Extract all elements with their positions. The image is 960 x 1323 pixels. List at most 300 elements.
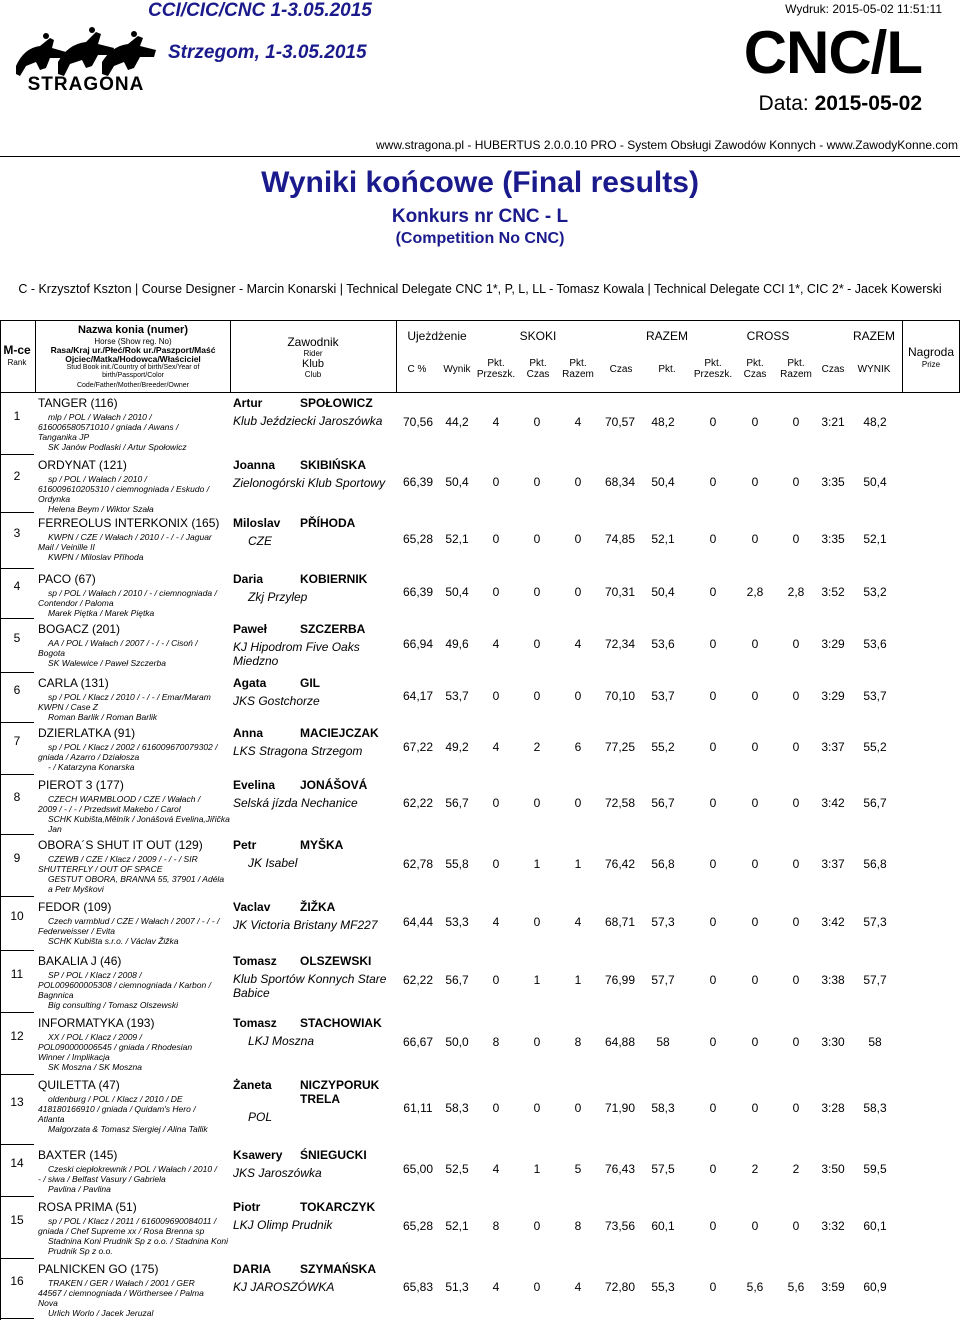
score-sj-o: 8 (492, 1219, 500, 1233)
rank-separator (0, 672, 34, 673)
horse-name: PALNICKEN GO (175) (38, 1262, 159, 1276)
row-rank: 15 (10, 1213, 24, 1227)
col-rider: Zawodnik (287, 335, 339, 349)
score-res: 53,3 (445, 915, 469, 929)
horse-owner: Helena Beym / Wiktor Szała (48, 504, 154, 514)
row-rank: 4 (13, 579, 21, 593)
rank-separator (0, 1258, 34, 1259)
score-xc-p: 0 (792, 637, 800, 651)
table-row (0, 570, 960, 620)
rider-club: JKS Gostchorze (233, 694, 320, 708)
score-xc-p: 0 (792, 1101, 800, 1115)
horse-owner: SK Janów Podlaski / Artur Społowicz (48, 442, 187, 452)
score-res: 50,4 (445, 585, 469, 599)
officials-line: C - Krzysztof Kszton | Course Designer - Marcin Konarski | Technical Delegate CNC 1*, P, L, LL - Tomasz Kowala | Technical Delegate CCI 1*, CIC 2* - Jacek Kowerski (18, 282, 942, 296)
score-xc-o: 0 (709, 857, 717, 871)
col-xc-total: Pkt. Razem (780, 358, 812, 380)
rider-last-name: OLSZEWSKI (300, 954, 372, 968)
event-title: CCI/CIC/CNC 1-3.05.2015 (148, 0, 372, 21)
horse-desc-line: sp / POL / Wałach / 2010 / - / ciemnogniada / (48, 588, 217, 598)
horse-desc-line: KWPN / Case Z (38, 702, 98, 712)
horse-desc-line: 2009 / - / - / Przedswit Makebo / Carol (38, 804, 181, 814)
score-sj-p: 4 (574, 415, 582, 429)
score-xc-p: 0 (792, 915, 800, 929)
score-res: 56,7 (445, 973, 469, 987)
score-xc-p: 0 (792, 689, 800, 703)
score-res: 44,2 (445, 415, 469, 429)
score-sj-time: 73,56 (604, 1219, 636, 1233)
score-xc-time: 3:37 (821, 857, 845, 871)
rider-last-name: ŚNIEGUCKI (300, 1148, 367, 1162)
row-rank: 12 (10, 1029, 24, 1043)
horse-name: OBORA´S SHUT IT OUT (129) (38, 838, 203, 852)
col-prize: Nagroda (907, 345, 955, 359)
horse-desc-line: SHUTTERFLY / OUT OF SPACE (38, 864, 163, 874)
score-sj-p: 0 (574, 1101, 582, 1115)
score-tot1: 50,4 (651, 475, 675, 489)
score-pct: 66,39 (402, 475, 434, 489)
col-prize-en: Prize (921, 360, 941, 369)
score-sj-p: 0 (574, 796, 582, 810)
score-xc-t: 0 (751, 857, 759, 871)
rider-club: CZE (248, 534, 272, 548)
horse-name: QUILETTA (47) (38, 1078, 120, 1092)
horse-description (38, 1278, 230, 1318)
rider-first-name: DARIA (233, 1262, 271, 1276)
score-xc-p: 0 (792, 796, 800, 810)
horse-owner: SK Moszna / SK Moszna (48, 1062, 143, 1072)
col-club-en: Club (304, 370, 322, 379)
class-code: CNC/L (743, 19, 922, 86)
score-final: 55,2 (863, 740, 887, 754)
horse-owner: Big consulting / Tomasz Olszewski (48, 1000, 179, 1010)
score-sj-o: 4 (492, 415, 500, 429)
rider-first-name: Petr (233, 838, 257, 852)
horse-desc-line: sp / POL / Klacz / 2002 / 616009670079302 / (48, 742, 218, 752)
rank-separator (0, 896, 34, 897)
horse-description (38, 532, 230, 562)
score-sj-p: 8 (574, 1219, 582, 1233)
score-xc-time: 3:28 (821, 1101, 845, 1115)
score-sj-t: 0 (533, 475, 541, 489)
date-line (759, 92, 922, 116)
table-row (0, 394, 960, 456)
col-rank: M-ce (3, 343, 31, 357)
col-result: Wynik (443, 364, 471, 375)
rider-club: LKS Stragona Strzegom (233, 744, 363, 758)
page-title: Wyniki końcowe (Final results) (261, 166, 699, 199)
score-xc-o: 0 (709, 1162, 717, 1176)
score-sj-o: 0 (492, 857, 500, 871)
score-res: 58,3 (445, 1101, 469, 1115)
score-sj-t: 1 (533, 857, 541, 871)
horse-owner: Stadnina Koni Prudnik Sp z o.o. / Stadnina Koni Prudnik Sp z o.o. (48, 1236, 229, 1256)
score-tot1: 50,4 (651, 585, 675, 599)
row-rank: 10 (10, 909, 24, 923)
score-tot1: 58,3 (651, 1101, 675, 1115)
score-sj-time: 77,25 (604, 740, 636, 754)
score-pct: 65,28 (402, 532, 434, 546)
score-xc-o: 0 (709, 740, 717, 754)
score-sj-t: 0 (533, 689, 541, 703)
table-row (0, 1014, 960, 1076)
rider-last-name: SZCZERBA (300, 622, 366, 636)
horse-description (38, 916, 230, 946)
score-final: 60,9 (863, 1280, 887, 1294)
horse-desc-line: 616006580571010 / gniada / Awans / (38, 422, 179, 432)
horse-description (38, 970, 230, 1010)
horse-name: ROSA PRIMA (51) (38, 1200, 137, 1214)
table-row (0, 514, 960, 570)
score-tot1: 56,8 (651, 857, 675, 871)
rider-club: JK Victoria Bristany MF227 (233, 918, 378, 932)
score-xc-t: 0 (751, 689, 759, 703)
table-row (0, 620, 960, 674)
score-sj-time: 76,42 (604, 857, 636, 871)
score-sj-time: 70,31 (604, 585, 636, 599)
score-xc-time: 3:35 (821, 475, 845, 489)
col-dressage: Ujeżdżenie (407, 329, 467, 343)
score-xc-o: 0 (709, 415, 717, 429)
score-xc-t: 0 (751, 915, 759, 929)
score-sj-o: 0 (492, 532, 500, 546)
score-sj-p: 0 (574, 475, 582, 489)
col-xc-obst: Pkt. Przeszk. (693, 358, 733, 380)
score-res: 53,7 (445, 689, 469, 703)
score-sj-o: 8 (492, 1035, 500, 1049)
score-xc-time: 3:35 (821, 532, 845, 546)
score-pct: 66,94 (402, 637, 434, 651)
score-sj-p: 1 (574, 857, 582, 871)
score-sj-o: 0 (492, 689, 500, 703)
rider-first-name: Miloslav (233, 516, 281, 530)
score-sj-t: 2 (533, 740, 541, 754)
rank-separator (0, 1074, 34, 1075)
horse-desc-line: Czech varmblud / CZE / Wałach / 2007 / - / - / (48, 916, 220, 926)
score-xc-t: 0 (751, 1101, 759, 1115)
rider-club: Selská jízda Nechanice (233, 796, 358, 810)
horse-desc-line: Bogota (38, 648, 65, 658)
horse-desc-line: Nova (38, 1298, 58, 1308)
score-final: 60,1 (863, 1219, 887, 1233)
score-final: 56,7 (863, 796, 887, 810)
score-sj-o: 0 (492, 973, 500, 987)
row-rank: 11 (10, 967, 24, 981)
horse-name: FERREOLUS INTERKONIX (165) (38, 516, 220, 530)
score-xc-time: 3:52 (821, 585, 845, 599)
score-sj-time: 70,57 (604, 415, 636, 429)
col-final: WYNIK (857, 364, 891, 375)
score-pct: 64,17 (402, 689, 434, 703)
col-horse-meta: Rasa/Kraj ur./Płeć/Rok ur./Paszport/Maść (50, 345, 216, 355)
rank-separator (0, 950, 34, 951)
score-xc-o: 0 (709, 1035, 717, 1049)
horse-desc-line: oldenburg / POL / Klacz / 2010 / DE (48, 1094, 183, 1104)
rank-separator (0, 618, 34, 619)
score-xc-t: 0 (751, 532, 759, 546)
score-tot1: 52,1 (651, 532, 675, 546)
horse-desc-line: KWPN / CZE / Wałach / 2010 / - / - / Jaguar (48, 532, 212, 542)
horse-desc-line: - / siwa / Belfast Vasury / Gabriela (38, 1174, 166, 1184)
score-pct: 62,78 (402, 857, 434, 871)
horse-name: BAXTER (145) (38, 1148, 118, 1162)
score-sj-p: 5 (574, 1162, 582, 1176)
score-sj-o: 4 (492, 637, 500, 651)
score-sj-time: 64,88 (604, 1035, 636, 1049)
rider-last-name: NICZYPORUK TRELA (300, 1078, 380, 1106)
score-res: 50,0 (445, 1035, 469, 1049)
horse-desc-line: Ordynka (38, 494, 71, 504)
score-final: 53,2 (863, 585, 887, 599)
horse-description (38, 1164, 230, 1194)
rider-last-name: SKIBIŃSKA (300, 458, 367, 472)
horse-description (38, 854, 230, 894)
score-xc-o: 0 (709, 532, 717, 546)
horse-desc-line: gniada / Chef Supreme xx / Rosa Brenna sp (38, 1226, 205, 1236)
score-sj-p: 6 (574, 740, 582, 754)
score-xc-o: 0 (709, 915, 717, 929)
horse-owner: KWPN / Miloslav Příhoda (48, 552, 144, 562)
horse-desc-line: POL090000006545 / gniada / Rhodesian (38, 1042, 193, 1052)
table-row (0, 1260, 960, 1320)
horse-desc-line: Federweisser / Evita (38, 926, 115, 936)
table-row (0, 674, 960, 724)
horse-name: PIEROT 3 (177) (38, 778, 124, 792)
table-row (0, 1146, 960, 1198)
score-sj-t: 0 (533, 585, 541, 599)
horse-name: PACO (67) (38, 572, 96, 586)
rider-last-name: MYŠKA (300, 838, 344, 852)
rider-first-name: Evelina (233, 778, 276, 792)
score-xc-p: 0 (792, 1035, 800, 1049)
col-sj-time: Pkt. Czas (526, 358, 550, 380)
score-sj-t: 0 (533, 915, 541, 929)
score-res: 52,5 (445, 1162, 469, 1176)
rider-club: LKJ Moszna (248, 1034, 315, 1048)
horse-description (38, 474, 230, 514)
score-res: 51,3 (445, 1280, 469, 1294)
table-row (0, 1076, 960, 1146)
horse-name: ORDYNAT (121) (38, 458, 127, 472)
rider-last-name: GIL (300, 676, 320, 690)
row-rank: 3 (13, 526, 21, 540)
horse-description (38, 1094, 230, 1134)
rider-last-name: STACHOWIAK (300, 1016, 382, 1030)
table-row (0, 898, 960, 952)
rank-separator (0, 1318, 34, 1319)
horse-desc-line: Winner / Implikacja (38, 1052, 110, 1062)
horse-owner: GESTUT OBORA, BRANNA 55, 37901 / Adéla a Petr Myškovi (48, 874, 225, 894)
score-xc-p: 0 (792, 532, 800, 546)
score-xc-time: 3:32 (821, 1219, 845, 1233)
score-final: 50,4 (863, 475, 887, 489)
row-rank: 8 (13, 790, 21, 804)
col-total1-pts: Pkt. (658, 364, 676, 375)
score-sj-time: 76,43 (604, 1162, 636, 1176)
score-xc-time: 3:29 (821, 637, 845, 651)
score-tot1: 57,7 (651, 973, 675, 987)
score-xc-p: 0 (792, 740, 800, 754)
horse-desc-line: POL009600005308 / ciemnogniada / Karbon / (38, 980, 211, 990)
rider-first-name: Żaneta (233, 1078, 272, 1092)
rider-club: Zkj Przylep (248, 590, 308, 604)
col-horse-en: Horse (Show reg. No) (94, 337, 172, 346)
score-final: 52,1 (863, 532, 887, 546)
score-sj-o: 0 (492, 1101, 500, 1115)
horse-desc-line: sp / POL / Wałach / 2010 / (48, 474, 147, 484)
score-sj-time: 68,34 (604, 475, 636, 489)
horse-description (38, 692, 230, 722)
row-rank: 2 (13, 469, 21, 483)
score-sj-p: 8 (574, 1035, 582, 1049)
score-pct: 62,22 (402, 796, 434, 810)
horse-description (38, 1216, 230, 1256)
rank-separator (0, 774, 34, 775)
score-tot1: 48,2 (651, 415, 675, 429)
horse-desc-line: mlp / POL / Wałach / 2010 / (48, 412, 152, 422)
rank-separator (0, 454, 34, 455)
row-rank: 9 (13, 851, 21, 865)
score-xc-p: 0 (792, 1219, 800, 1233)
score-res: 52,1 (445, 1219, 469, 1233)
event-place: Strzegom, 1-3.05.2015 (168, 42, 367, 63)
row-rank: 13 (10, 1095, 24, 1109)
score-sj-o: 0 (492, 796, 500, 810)
horse-desc-line: 418180166910 / gniada / Quidam's Hero / (38, 1104, 196, 1114)
score-res: 49,6 (445, 637, 469, 651)
col-pct: C % (407, 364, 427, 375)
score-sj-time: 72,58 (604, 796, 636, 810)
horse-owner: Roman Barlik / Roman Barlik (48, 712, 158, 722)
horse-description (38, 588, 230, 618)
horse-owner: Urlich Worlo / Jacek Jeruzal (48, 1308, 154, 1318)
horse-desc-line: SP / POL / Klacz / 2008 / (48, 970, 142, 980)
score-xc-time: 3:42 (821, 796, 845, 810)
rider-last-name: KOBIERNIK (300, 572, 368, 586)
rank-separator (0, 1144, 34, 1145)
col-cross: CROSS (746, 329, 790, 343)
table-row (0, 724, 960, 776)
col-xc-clock: Czas (821, 364, 845, 375)
horse-owner: Marek Piętka / Marek Piętka (48, 608, 155, 618)
rider-club: Klub Jeździecki Jaroszówka (233, 414, 383, 428)
score-sj-time: 74,85 (604, 532, 636, 546)
row-rank: 16 (10, 1274, 24, 1288)
score-sj-time: 72,80 (604, 1280, 636, 1294)
score-xc-o: 0 (709, 689, 717, 703)
score-xc-o: 0 (709, 585, 717, 599)
rank-separator (0, 722, 34, 723)
score-xc-time: 3:29 (821, 689, 845, 703)
horse-description (38, 1032, 230, 1072)
score-tot1: 55,2 (651, 740, 675, 754)
score-final: 59,5 (863, 1162, 887, 1176)
horse-desc-line: XX / POL / Klacz / 2009 / (48, 1032, 142, 1042)
score-pct: 61,11 (403, 1101, 433, 1115)
score-xc-time: 3:37 (821, 740, 845, 754)
horse-desc-line: CZEWB / CZE / Klacz / 2009 / - / - / SIR (48, 854, 198, 864)
rank-separator (0, 512, 34, 513)
score-sj-o: 0 (492, 475, 500, 489)
score-tot1: 57,3 (651, 915, 675, 929)
table-row (0, 952, 960, 1014)
rider-last-name: ŽIŽKA (300, 900, 336, 914)
rider-last-name: PŘÍHODA (300, 516, 356, 530)
score-sj-t: 0 (533, 1280, 541, 1294)
score-xc-t: 0 (751, 475, 759, 489)
score-xc-time: 3:42 (821, 915, 845, 929)
horse-desc-line: Mail / Veinille II (38, 542, 95, 552)
horse-owner: Malgorzata & Tomasz Siergiej / Alina Tallik (48, 1124, 208, 1134)
score-sj-p: 4 (574, 1280, 582, 1294)
score-xc-time: 3:50 (821, 1162, 845, 1176)
score-sj-time: 72,34 (604, 637, 636, 651)
score-xc-time: 3:38 (821, 973, 845, 987)
score-xc-t: 0 (751, 1219, 759, 1233)
rider-first-name: Piotr (233, 1200, 261, 1214)
rank-separator (0, 1196, 34, 1197)
score-xc-t: 0 (751, 1035, 759, 1049)
horse-desc-line: Czeski ciepłokrewnik / POL / Wałach / 2010 / (48, 1164, 217, 1174)
software-url[interactable]: www.stragona.pl - HUBERTUS 2.0.0.10 PRO - System Obsługi Zawodów Konnych - www.ZawodyKonne.com (375, 138, 958, 152)
horse-description (38, 794, 230, 834)
horse-desc-line: Tanganika JP (38, 432, 90, 442)
score-xc-t: 0 (751, 415, 759, 429)
score-pct: 64,44 (402, 915, 434, 929)
score-tot1: 56,7 (651, 796, 675, 810)
horse-owner: SCHK Kubišta,Mělník / Jonášová Evelina,Jiřička Jan (48, 814, 230, 834)
rider-club: JK Isabel (248, 856, 298, 870)
score-xc-o: 0 (709, 973, 717, 987)
header-divider (0, 156, 960, 157)
col-club: Klub (301, 358, 325, 370)
horse-name: BOGACZ (201) (38, 622, 121, 636)
score-final: 56,8 (863, 857, 887, 871)
col-total2: RAZEM (853, 329, 895, 343)
horse-desc-line: Atlanta (38, 1114, 65, 1124)
score-sj-t: 0 (533, 1035, 541, 1049)
score-sj-t: 1 (533, 973, 541, 987)
table-row (0, 1198, 960, 1260)
logo-wordmark: STRAGONA (27, 74, 145, 95)
rider-last-name: SPOŁOWICZ (300, 396, 373, 410)
score-sj-p: 1 (574, 973, 582, 987)
col-sj-total: Pkt. Razem (562, 358, 594, 380)
score-xc-p: 2,8 (787, 585, 805, 599)
rider-club: KJ JAROSZÓWKA (233, 1280, 335, 1294)
score-sj-p: 4 (574, 915, 582, 929)
table-row (0, 456, 960, 514)
rider-first-name: Anna (233, 726, 263, 740)
col-horse-meta-en: Stud Book init./Country of birth/Sex/Year of birth/Passport/Color (66, 364, 200, 379)
score-sj-o: 0 (492, 585, 500, 599)
score-sj-o: 4 (492, 915, 500, 929)
score-xc-p: 0 (792, 857, 800, 871)
date-label: Data: (758, 92, 809, 115)
score-xc-p: 2 (792, 1162, 800, 1176)
score-res: 55,8 (445, 857, 469, 871)
score-xc-t: 0 (751, 973, 759, 987)
rider-club: KJ Hipodrom Five Oaks Miedzno (233, 640, 360, 668)
score-sj-t: 0 (533, 1101, 541, 1115)
col-total1: RAZEM (646, 329, 688, 343)
horse-desc-line: gniada / Azarro / Działosza (38, 752, 140, 762)
rider-last-name: SZYMAŃSKA (300, 1262, 377, 1276)
score-sj-p: 0 (574, 585, 582, 599)
score-final: 58,3 (863, 1101, 887, 1115)
score-sj-t: 1 (533, 1162, 541, 1176)
rider-first-name: Paweł (233, 622, 268, 636)
